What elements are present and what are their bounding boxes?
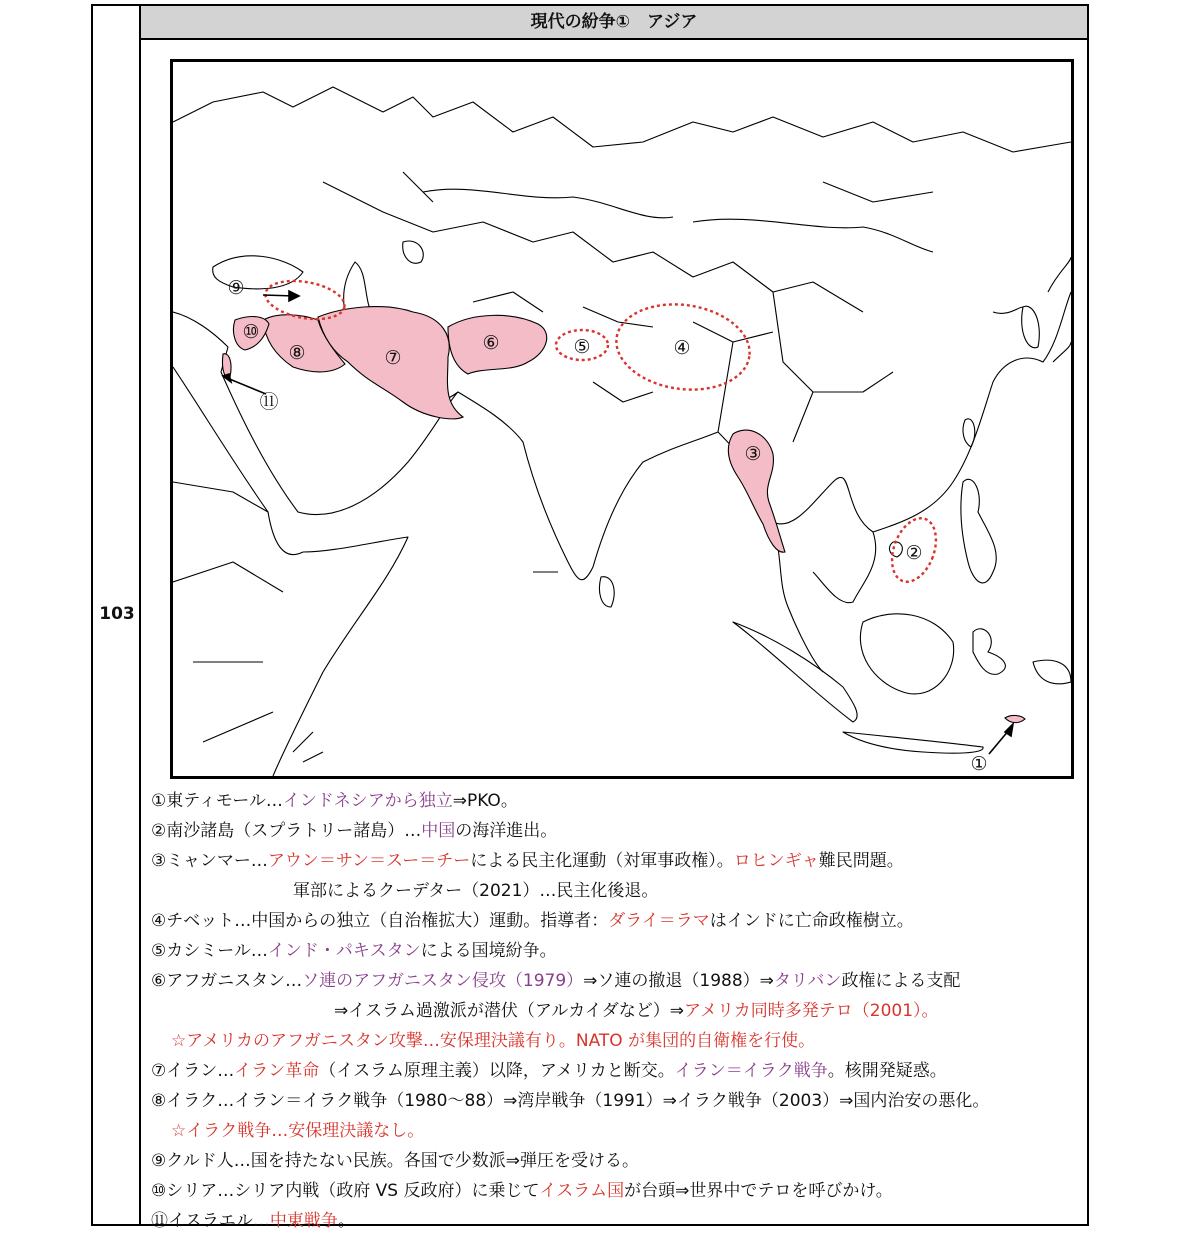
note-highlight: ロヒンギャ	[733, 851, 819, 871]
label-9: ⑨	[227, 277, 245, 299]
label-1: ①	[970, 753, 988, 775]
page-number: 103	[99, 604, 135, 624]
mongolia-border	[693, 219, 933, 252]
note-line	[151, 996, 1081, 1026]
page-title: 現代の紛争① アジア	[141, 6, 1087, 40]
borneo	[860, 614, 953, 694]
taiwan	[963, 419, 975, 447]
note-line	[151, 1176, 1081, 1206]
page-number-column	[93, 6, 141, 1224]
label-6: ⑥	[482, 332, 500, 354]
note-line	[151, 966, 1081, 996]
note-text: ⑦イラン…	[151, 1061, 235, 1081]
note-line	[151, 1146, 1081, 1176]
africa-coast	[273, 537, 408, 776]
label-8: ⑧	[288, 342, 306, 364]
label-5: ⑤	[573, 336, 591, 358]
worksheet-page	[91, 4, 1089, 1231]
note-text: 。	[337, 1211, 355, 1231]
note-highlight: タリバン	[773, 971, 842, 991]
label-4: ④	[673, 337, 691, 359]
note-line	[151, 816, 1081, 846]
japan	[1048, 257, 1071, 362]
coastline-north	[173, 87, 1071, 152]
korea-china-border	[993, 307, 1023, 313]
note-text: が台頭⇒世界中でテロを呼びかけ。	[624, 1181, 893, 1201]
note-text: ⇒PKO。	[452, 791, 518, 811]
red-sea-west	[173, 367, 303, 555]
sri-lanka	[599, 577, 614, 607]
note-line	[151, 1116, 1081, 1146]
note-text: ⑧イラク…イラン＝イラク戦争（1980～88）⇒湾岸戦争（1991）⇒イラク戦争（2003）⇒国内治安の悪化。	[151, 1091, 990, 1111]
note-text: （イスラム原理主義）以降，アメリカと断交。	[319, 1061, 675, 1081]
note-line	[151, 1086, 1081, 1116]
note-text: ⑩シリア…シリア内戦（政府 VS 反政府）に乗じて	[151, 1181, 540, 1201]
note-text: ⑥アフガニスタン…	[151, 971, 303, 991]
sumatra	[733, 622, 857, 722]
note-highlight: ダライ＝ラマ	[608, 911, 710, 931]
note-line	[151, 846, 1081, 876]
note-line	[151, 1026, 1081, 1056]
note-text: 。核開発疑惑。	[827, 1061, 947, 1081]
label-10: ⑩	[242, 321, 260, 343]
korea	[1022, 306, 1040, 348]
note-line	[151, 786, 1081, 816]
india-coast	[458, 392, 718, 580]
note-line	[151, 1056, 1081, 1086]
note-highlight: イラン革命	[234, 1061, 320, 1081]
note-text: ④チベット…中国からの独立（自治権拡大）運動。指導者：	[151, 911, 609, 931]
philippines	[961, 479, 996, 583]
new-guinea	[1033, 660, 1071, 684]
note-text: ②南沙諸島（スプラトリー諸島）…	[151, 821, 422, 841]
china-coast	[873, 292, 1071, 532]
sulawesi	[973, 629, 1005, 675]
label-7: ⑦	[384, 347, 402, 369]
kazakhstan-border	[423, 189, 673, 218]
note-text: 軍部によるクーデター（2021）…民主化後退。	[293, 881, 659, 901]
aral-sea	[403, 241, 424, 263]
note-text: はインドに亡命政権樹立。	[709, 911, 914, 931]
region-east-timor	[1005, 715, 1025, 722]
note-highlight: 中東戦争	[269, 1211, 338, 1231]
note-text: ⇒イスラム過激派が潜伏（アルカイダなど）⇒	[334, 1001, 684, 1021]
note-text: による民主化運動（対軍事政権）。	[470, 851, 734, 871]
note-text: の海洋進出。	[455, 821, 558, 841]
label-3: ③	[744, 443, 762, 465]
note-text: ⑨クルド人…国を持たない民族。各国で少数派⇒弾圧を受ける。	[151, 1151, 639, 1171]
note-text: ⑪イスラエル…	[151, 1211, 270, 1231]
note-line	[151, 936, 1081, 966]
label-2: ②	[905, 542, 923, 564]
note-highlight: ☆イラク戦争…安保理決議なし。	[171, 1121, 425, 1141]
note-highlight: インド・パキスタン	[267, 941, 421, 961]
note-highlight: アメリカ同時多発テロ（2001）。	[683, 1001, 939, 1021]
note-text: による国境紛争。	[420, 941, 557, 961]
note-text: 難民問題。	[818, 851, 904, 871]
note-highlight: ☆アメリカのアフガニスタン攻撃…安保理決議有り。NATO が集団的自衛権を行使。	[171, 1031, 816, 1051]
mediterranean-coast	[173, 312, 228, 372]
black-sea	[213, 256, 303, 289]
note-highlight: 中国	[421, 821, 456, 841]
note-highlight: イラン＝イラク戦争	[674, 1061, 828, 1081]
note-text: 政権による支配	[841, 971, 961, 991]
note-text: ⇒ソ連の撤退（1988）⇒	[583, 971, 774, 991]
note-highlight: ソ連のアフガニスタン侵攻（1979）	[302, 971, 584, 991]
marine-lines	[293, 572, 558, 762]
label-11: ⑪	[259, 391, 279, 413]
note-highlight: インドネシアから独立	[282, 791, 453, 811]
asia-map	[170, 59, 1074, 779]
note-text: ③ミャンマー…	[151, 851, 268, 871]
note-text: ①東ティモール…	[151, 791, 283, 811]
note-line	[151, 876, 1081, 906]
note-highlight: イスラム国	[539, 1181, 625, 1201]
notes-list	[151, 786, 1081, 1236]
note-line	[151, 906, 1081, 936]
africa-borders	[173, 482, 283, 742]
note-text: ⑤カシミール…	[151, 941, 268, 961]
java	[843, 732, 983, 753]
note-highlight: アウン＝サン＝スー＝チー	[267, 851, 471, 871]
note-line	[151, 1206, 1081, 1236]
